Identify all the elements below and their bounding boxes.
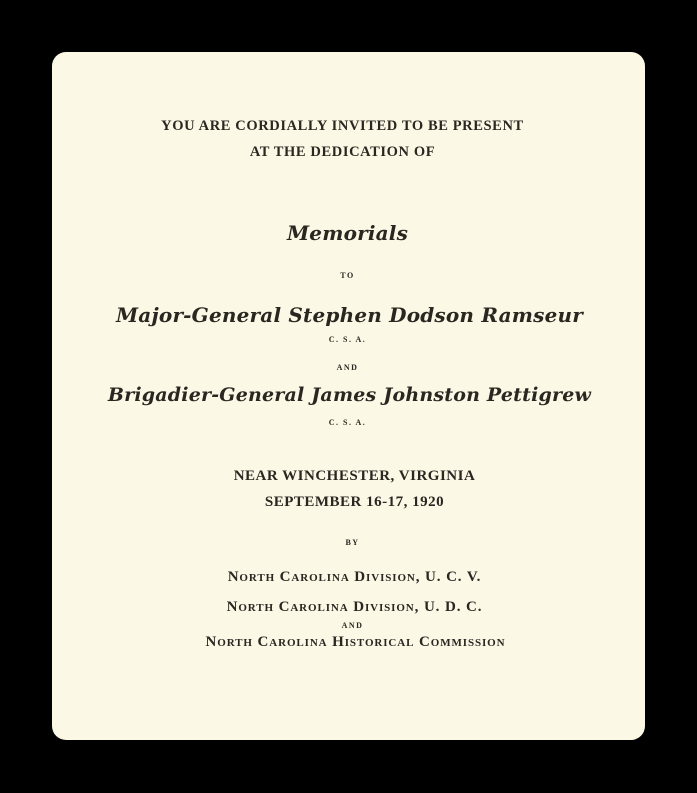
event-date: SEPTEMBER 16-17, 1920: [264, 494, 445, 510]
to-label: TO: [340, 271, 355, 280]
invitation-card: [52, 52, 645, 740]
host-historical-commission: North Carolina Historical Commission: [205, 634, 506, 650]
invitation-line-2: AT THE DEDICATION OF: [249, 144, 436, 160]
honoree-ramseur-suffix: C. S. A.: [328, 335, 367, 344]
honoree-ramseur: Major-General Stephen Dodson Ramseur: [115, 303, 584, 327]
host-ucv: North Carolina Division, U. C. V.: [227, 569, 482, 585]
honoree-pettigrew: Brigadier-General James Johnston Pettigrew: [107, 384, 592, 406]
invitation-line-1: YOU ARE CORDIALLY INVITED TO BE PRESENT: [161, 118, 524, 134]
memorials-title: Memorials: [286, 221, 409, 245]
honoree-pettigrew-suffix: C. S. A.: [328, 418, 367, 427]
and-label-1: AND: [336, 363, 359, 372]
by-label: BY: [345, 538, 360, 547]
event-place: NEAR WINCHESTER, VIRGINIA: [233, 468, 476, 484]
and-label-2: AND: [341, 621, 364, 630]
host-udc: North Carolina Division, U. D. C.: [226, 599, 483, 615]
